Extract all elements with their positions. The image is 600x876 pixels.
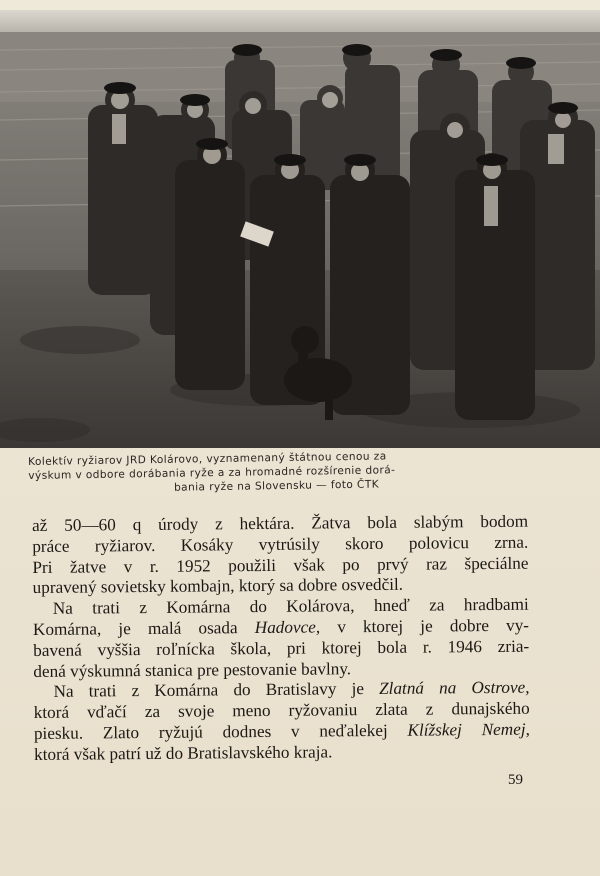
- text-run: v ktorej je dobre vy-: [320, 615, 530, 637]
- caption-line: bania ryže na Slovensku — foto ČTK: [173, 478, 380, 494]
- text-line: práce ryžiarov. Kosáky vytrúsily skoro polovicu zrna.: [32, 532, 529, 556]
- body-text: [32, 512, 530, 766]
- photo-caption: [28, 447, 525, 497]
- text-line: [34, 720, 530, 745]
- text-line: až 50—60 q úrody z hektára. Žatva bola slabým bodom: [32, 511, 529, 535]
- photo-illustration: [0, 10, 600, 448]
- text-line: ktorá vďačí za svoje meno ryžovaniu zlata z dunajského: [33, 698, 530, 723]
- caption-line: Kolektív ryžiarov JRD Kolárovo, vyznamenaný štátnou cenou za: [28, 450, 387, 468]
- text-run: piesku. Zlato ryžujú dodnes v neďalekej: [33, 720, 408, 743]
- group-photo: [0, 10, 600, 448]
- text-line: Pri žatve v r. 1952 použili však po prvý raz špeciálne: [32, 553, 529, 577]
- text-line: Na trati z Komárna do Kolárova, hneď za hradbami: [52, 594, 529, 619]
- place-name: Zlatná na Ostrove,: [378, 678, 530, 699]
- text-run: Komárna, je malá osada: [32, 618, 255, 639]
- text-line: dená výskumná stanica pre pestovanie bavlny.: [33, 658, 352, 681]
- text-line: ktorá však patrí už do Bratislavského kraja.: [33, 742, 333, 764]
- place-name: Hadovce,: [254, 617, 321, 638]
- text-run: Na trati z Komárna do Bratislavy je: [53, 679, 380, 702]
- place-name: Klížskej Nemej,: [407, 719, 530, 740]
- caption-line: výskum v odbore dorábania ryže a za hromadné rozšírenie dorá-: [28, 464, 396, 482]
- text-line: bavená vyššia roľnícka škola, pri ktorej bola r. 1946 zria-: [33, 636, 530, 660]
- page-number: 59: [508, 772, 523, 788]
- text-line: upravený sovietsky kombajn, ktorý sa dobre osvedčil.: [32, 575, 404, 598]
